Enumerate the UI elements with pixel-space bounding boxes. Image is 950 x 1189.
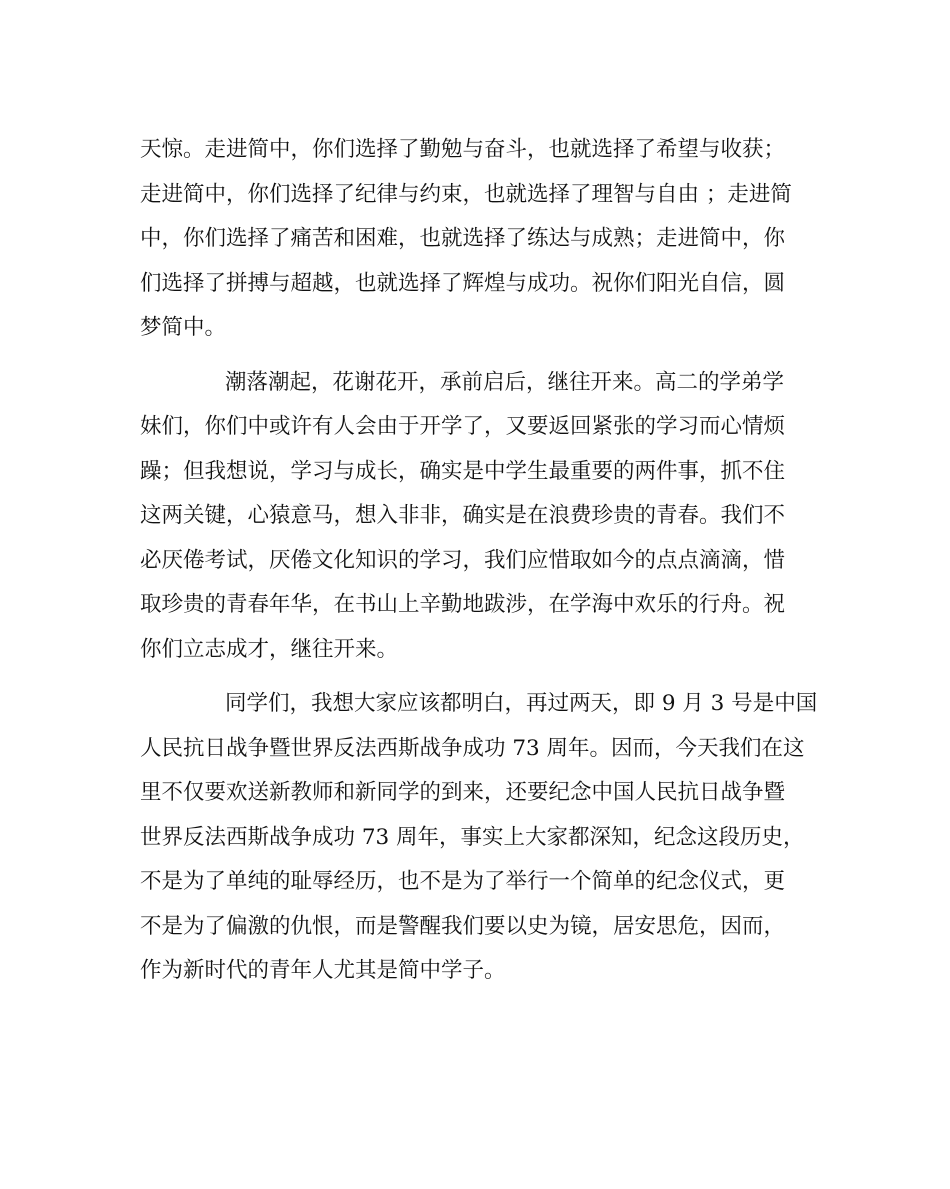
text-line: 你们立志成才，继往开来。 (140, 636, 399, 662)
text-line: 必厌倦考试，厌倦文化知识的学习，我们应惜取如今的点点滴滴，惜 (140, 547, 786, 573)
text-line: 天惊。走进简中，你们选择了勤勉与奋斗，也就选择了希望与收获； (140, 137, 786, 162)
text-line: 人民抗日战争暨世界反法西斯战争成功 73 周年。因而，今天我们在这 (140, 735, 805, 761)
text-line: 取珍贵的青春年华，在书山上辛勤地跋涉，在学海中欢乐的行舟。祝 (140, 592, 786, 617)
text-line: 不是为了单纯的耻辱经历，也不是为了举行一个简单的纪念仪式，更 (140, 869, 786, 894)
paragraph-3 (140, 682, 818, 994)
text-line: 妹们，你们中或许有人会由于开学了，又要返回紧张的学习而心情烦 (140, 414, 786, 439)
text-line: 同学们，我想大家应该都明白，再过两天，即 9 月 3 号是中国 (225, 691, 818, 716)
paragraph-2 (140, 361, 810, 673)
text-line: 里不仅要欢送新教师和新同学的到来，还要纪念中国人民抗日战争暨 (140, 780, 786, 805)
text-line: 们选择了拼搏与超越，也就选择了辉煌与成功。祝你们阳光自信，圆 (140, 270, 786, 296)
text-line: 中，你们选择了痛苦和困难，也就选择了练达与成熟；走进简中，你 (140, 226, 786, 251)
text-line: 不是为了偏激的仇恨，而是警醒我们要以史为镜，居安思危，因而， (140, 913, 786, 939)
text-line: 作为新时代的青年人尤其是简中学子。 (140, 958, 506, 983)
text-line: 梦简中。 (140, 315, 227, 340)
text-line: 走进简中，你们选择了纪律与约束，也就选择了理智与自由 ；走进简 (140, 181, 792, 207)
text-line: 潮落潮起，花谢花开，承前启后，继往开来。高二的学弟学 (225, 369, 785, 395)
text-line: 躁；但我想说，学习与成长，确实是中学生最重要的两件事，抓不住 (140, 458, 786, 484)
document-body (140, 128, 818, 994)
paragraph-1 (140, 128, 810, 351)
text-line: 世界反法西斯战争成功 73 周年，事实上大家都深知，纪念这段历史， (140, 824, 805, 850)
text-line: 这两关键，心猿意马，想入非非，确实是在浪费珍贵的青春。我们不 (140, 503, 786, 528)
